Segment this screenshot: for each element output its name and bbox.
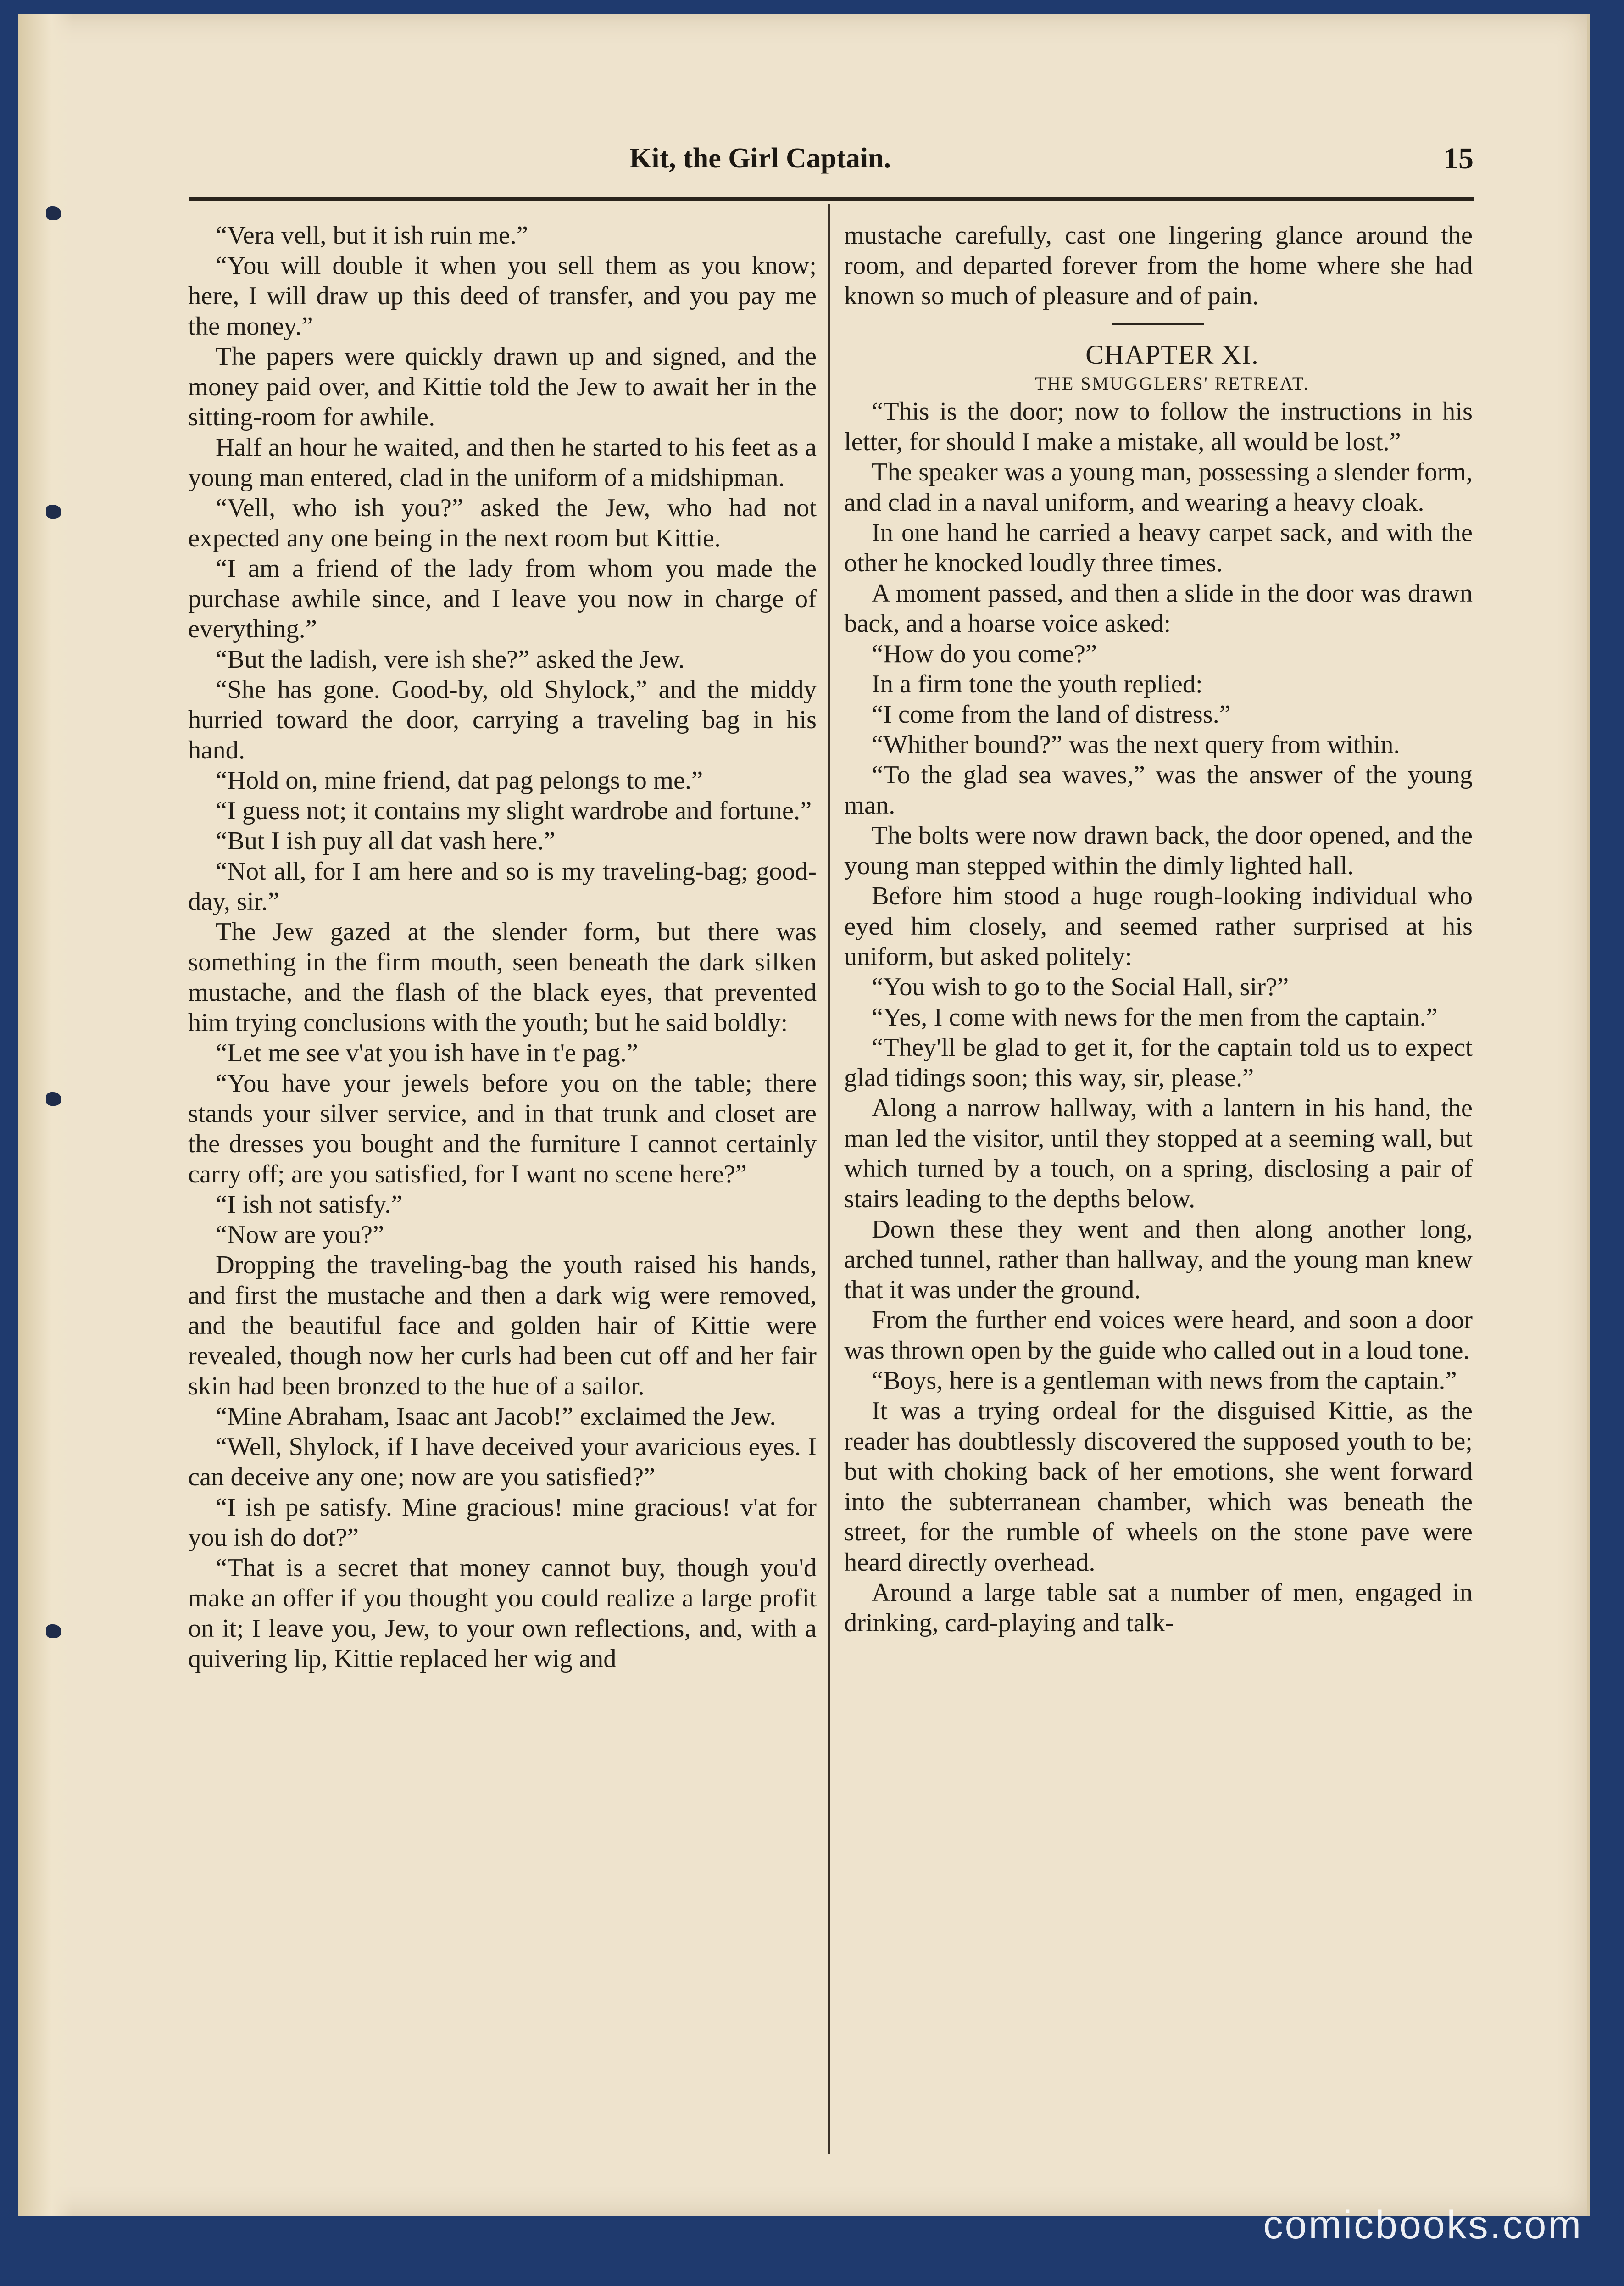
paragraph: “How do you come?”: [872, 640, 1097, 668]
paragraph: The bolts were now drawn back, the door opened, and the young man stepped within the dimly lighted hall.: [844, 821, 1473, 880]
paragraph: “But I ish puy all dat vash here.”: [216, 827, 556, 855]
paragraph: The Jew gazed at the slender form, but there was something in the firm mouth, seen beneath the dark silken mustache, and the flash of the black eyes, that prevented him trying conclusions with the youth; but he said boldly:: [188, 918, 817, 1037]
paragraph: “Boys, here is a gentleman with news from the captain.”: [872, 1366, 1457, 1395]
header-rule: [189, 197, 1474, 201]
page-number: 15: [1443, 142, 1474, 175]
paragraph: “I come from the land of distress.”: [872, 700, 1231, 729]
paragraph: “I guess not; it contains my slight wardrobe and fortune.”: [216, 797, 812, 825]
paragraph: Along a narrow hallway, with a lantern in his hand, the man led the visitor, until they stopped at a seeming wall, but which turned by a touch, on a spring, disclosing a pair of stairs leading to the depths below.: [844, 1094, 1473, 1213]
paragraph: Half an hour he waited, and then he started to his feet as a young man entered, clad in the uniform of a midshipman.: [188, 433, 817, 492]
chapter-body: [844, 396, 1473, 1638]
chapter-title: CHAPTER XI.: [1085, 340, 1259, 370]
paragraph: It was a trying ordeal for the disguised Kittie, as the reader has doubtlessly discovered the supposed youth to be; but with choking back of her emotions, she went forward into the subterranean chamber, which was beneath the street, for the rumble of wheels on the stone pave were heard directly overhead.: [844, 1397, 1473, 1577]
page-spine: [18, 14, 73, 2216]
paragraph: “I ish not satisfy.”: [216, 1190, 403, 1219]
paragraph: A moment passed, and then a slide in the door was drawn back, and a hoarse voice asked:: [844, 579, 1473, 638]
paragraph: In one hand he carried a heavy carpet sack, and with the other he knocked loudly three times.: [844, 519, 1473, 577]
paragraph: Before him stood a huge rough-looking individual who eyed him closely, and seemed rather surprised at his uniform, but asked politely:: [844, 882, 1473, 971]
page-header: [189, 138, 1474, 188]
paragraph: “Whither bound?” was the next query from within.: [872, 730, 1400, 759]
binding-hole: [46, 1092, 61, 1106]
paragraph: “You have your jewels before you on the table; there stands your silver service, and in that trunk and closet are the dresses you bought and the furniture I cannot certainly carry off; are you satisfied, for I want no scene here?”: [188, 1069, 817, 1188]
paragraph: “Well, Shylock, if I have deceived your avaricious eyes. I can deceive any one; now are you satisfied?”: [188, 1433, 817, 1491]
paragraph: “Not all, for I am here and so is my traveling-bag; good-day, sir.”: [188, 857, 817, 916]
paragraph: “Let me see v'at you ish have in t'e pag.”: [216, 1039, 638, 1067]
paragraph: “She has gone. Good-by, old Shylock,” and the middy hurried toward the door, carrying a traveling bag in his hand.: [188, 675, 817, 764]
paragraph: “They'll be glad to get it, for the captain told us to expect glad tidings soon; this way, sir, please.”: [844, 1033, 1473, 1092]
paragraph: From the further end voices were heard, and soon a door was thrown open by the guide who called out in a loud tone.: [844, 1306, 1473, 1365]
paragraph: “Now are you?”: [216, 1221, 384, 1249]
paragraph: “You will double it when you sell them as you know; here, I will draw up this deed of transfer, and you pay me the money.”: [188, 251, 817, 340]
paragraph: The speaker was a young man, possessing a slender form, and clad in a naval uniform, and wearing a heavy cloak.: [844, 458, 1473, 517]
paragraph: “Yes, I come with news for the men from the captain.”: [872, 1003, 1438, 1031]
paragraph: “Mine Abraham, Isaac ant Jacob!” exclaimed the Jew.: [216, 1402, 776, 1431]
paragraph: “This is the door; now to follow the instructions in his letter, for should I make a mistake, all would be lost.”: [844, 397, 1473, 456]
paragraph: Down these they went and then along another long, arched tunnel, rather than hallway, and the young man knew that it was under the ground.: [844, 1215, 1473, 1304]
paragraph: “But the ladish, vere ish she?” asked the Jew.: [216, 645, 685, 674]
paragraph: “I am a friend of the lady from whom you made the purchase awhile since, and I leave you now in charge of everything.”: [188, 554, 817, 643]
binding-hole: [46, 505, 61, 519]
paragraph: “To the glad sea waves,” was the answer of the young man.: [844, 761, 1473, 820]
paragraph: Dropping the traveling-bag the youth raised his hands, and first the mustache and then a dark wig were removed, and the beautiful face and golden hair of Kittie were revealed, though now her curls had been cut off and her fair skin had been bronzed to the hue of a sailor.: [188, 1251, 817, 1400]
paragraph: “Vera vell, but it ish ruin me.”: [216, 221, 528, 250]
paragraph: “That is a secret that money cannot buy, though you'd make an offer if you thought you could realize a large profit on it; I leave you, Jew, to your own reflections, and, with a quivering lip, Kittie replaced her wig and: [188, 1554, 817, 1673]
paragraph: “Vell, who ish you?” asked the Jew, who had not expected any one being in the next room but Kittie.: [188, 494, 817, 552]
chapter-rule: [1112, 323, 1204, 325]
running-title: Kit, the Girl Captain.: [629, 143, 891, 174]
paragraph: The papers were quickly drawn up and signed, and the money paid over, and Kittie told the Jew to await her in the sitting-room for awhile.: [188, 342, 817, 431]
binding-hole: [46, 1624, 61, 1638]
left-column: [188, 220, 817, 1674]
binding-hole: [46, 206, 61, 220]
chapter-subtitle: THE SMUGGLERS' RETREAT.: [1034, 373, 1310, 394]
paragraph: Around a large table sat a number of men, engaged in drinking, card-playing and talk-: [844, 1578, 1473, 1637]
right-column: [844, 220, 1473, 1638]
continuation-paragraph: mustache carefully, cast one lingering glance around the room, and departed forever from the home where she had known so much of pleasure and of pain.: [844, 221, 1473, 310]
watermark: comicbooks.com: [1263, 2203, 1583, 2247]
column-divider: [828, 204, 830, 2154]
paragraph: “You wish to go to the Social Hall, sir?”: [872, 973, 1289, 1001]
paragraph: “Hold on, mine friend, dat pag pelongs to me.”: [216, 766, 703, 795]
paragraph: In a firm tone the youth replied:: [872, 670, 1203, 698]
paragraph: “I ish pe satisfy. Mine gracious! mine gracious! v'at for you ish do dot?”: [188, 1493, 817, 1552]
